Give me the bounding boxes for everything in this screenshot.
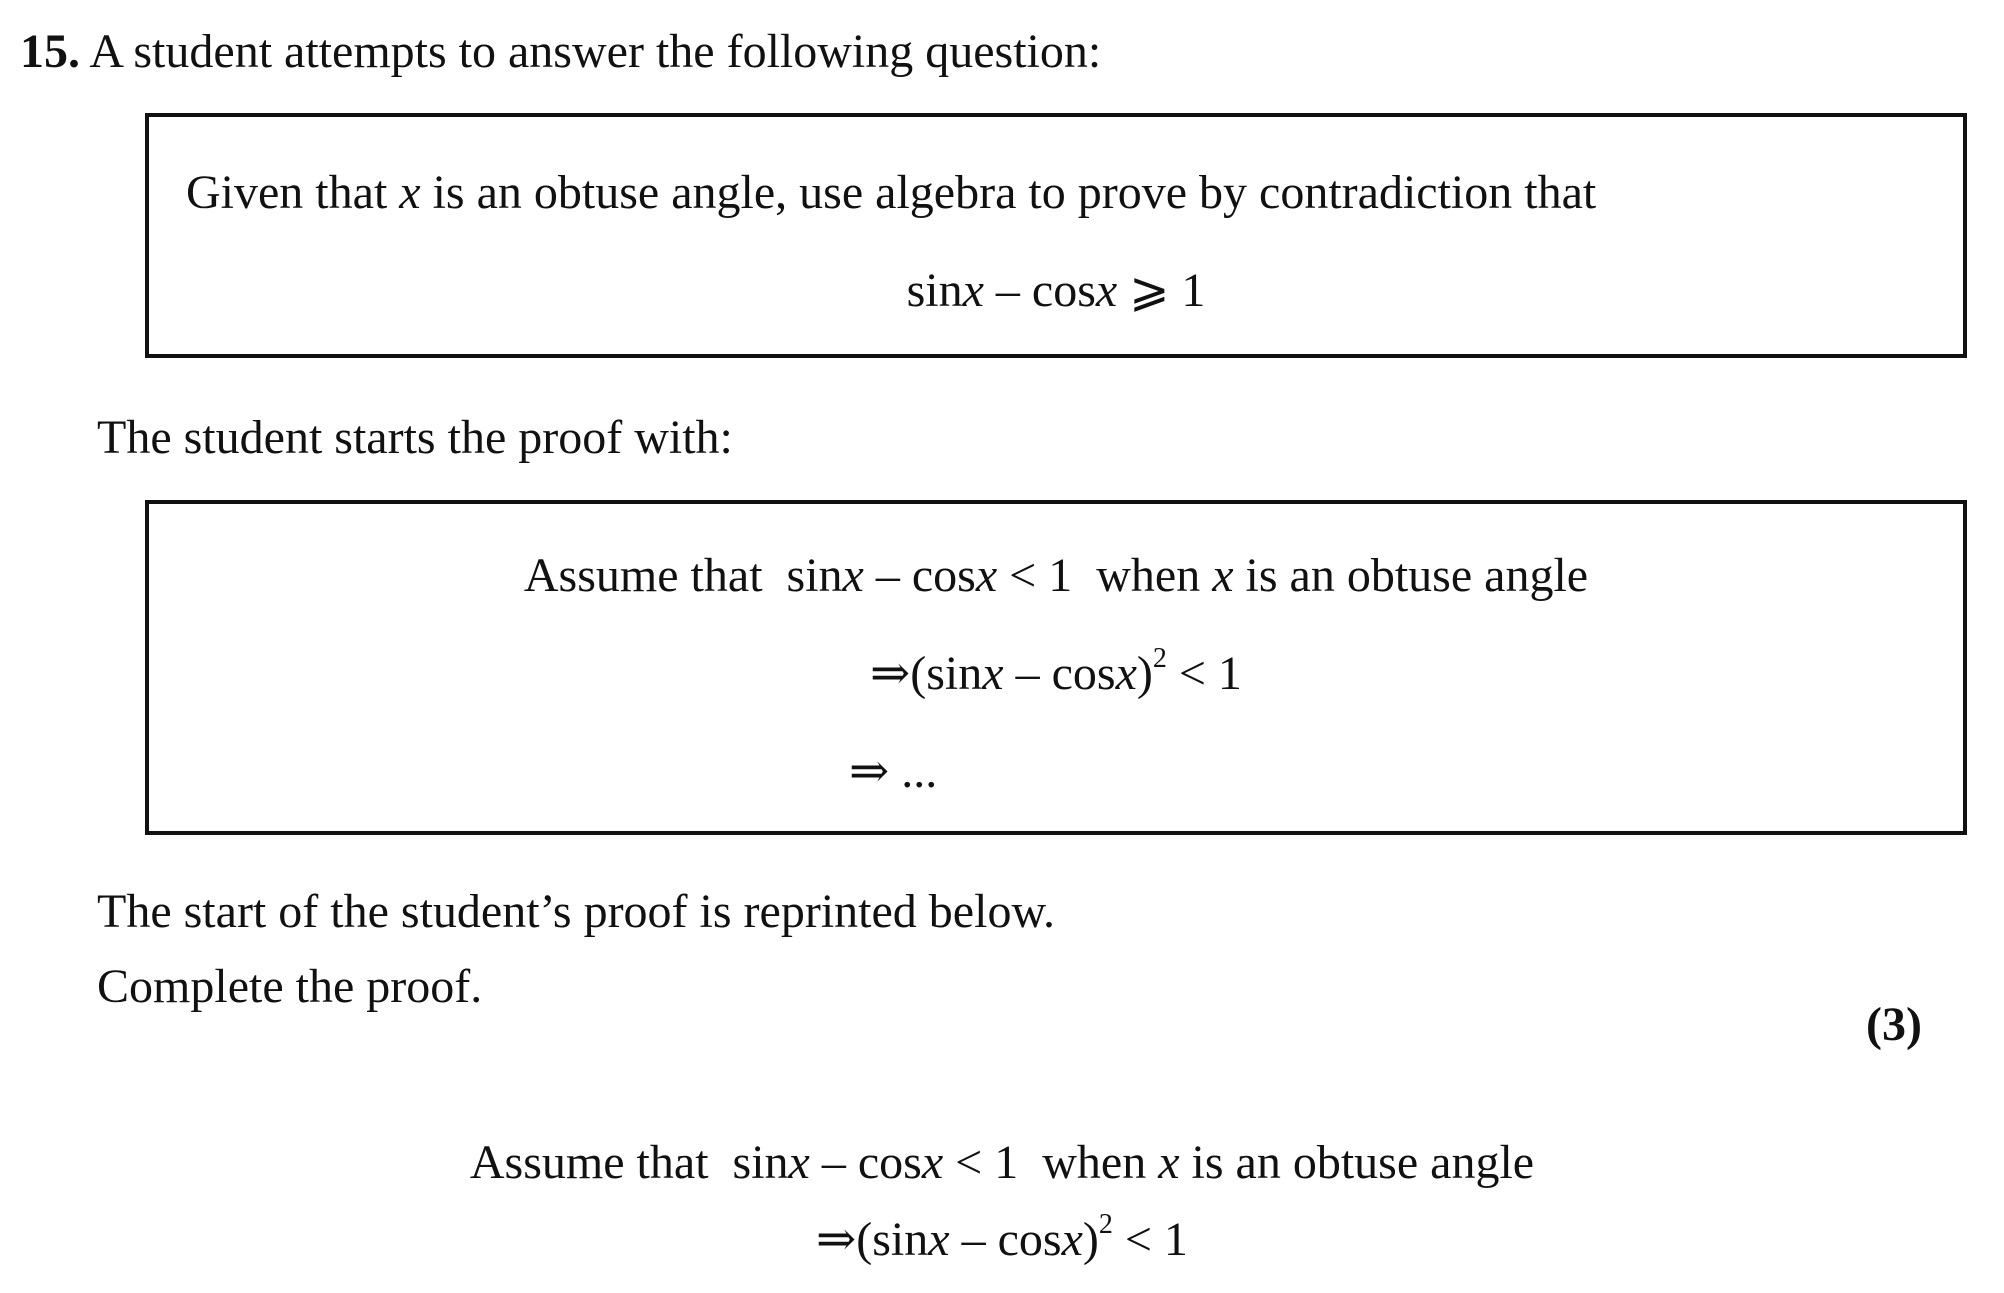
- proof-step1-close: ): [1136, 647, 1153, 700]
- statement-x2: x: [1095, 264, 1118, 317]
- reprint-step1-close: ): [1082, 1213, 1099, 1266]
- statement-sin: sin: [906, 264, 963, 317]
- proof-assume-sin: sin: [786, 549, 843, 602]
- proof-step1-minus: –: [1003, 647, 1052, 700]
- question-box-line1: [186, 163, 1596, 223]
- reprint-text: The start of the student’s proof is reprinted below.: [97, 885, 1055, 938]
- reprint-step1-relation: < 1: [1112, 1213, 1188, 1266]
- reprint-assume-tail: is an obtuse angle: [1179, 1136, 1535, 1189]
- proof-step1-open: (sin: [910, 647, 983, 700]
- statement-minus: –: [983, 264, 1032, 317]
- reprint-step1-x1: x: [928, 1213, 950, 1266]
- proof-step1: [149, 644, 1963, 704]
- question-box-text-b: is an obtuse angle, use algebra to prove by contradiction that: [420, 166, 1597, 219]
- question-intro: A student attempts to answer the following question:: [89, 25, 1102, 78]
- proof-assume-when-x: x: [1212, 549, 1234, 602]
- implies-icon: ⇒: [870, 647, 911, 700]
- reprint-assume-line: [0, 1133, 2004, 1193]
- proof-assume-prefix: Assume that: [523, 549, 763, 602]
- statement-cos: cos: [1031, 264, 1096, 317]
- proof-assume-cos: cos: [911, 549, 976, 602]
- statement-x1: x: [962, 264, 984, 317]
- reprint-step1-minus: –: [949, 1213, 998, 1266]
- reprint-assume-x2: x: [921, 1136, 944, 1189]
- reprint-assume-prefix: Assume that: [469, 1136, 709, 1189]
- reprint-step1-power: 2: [1098, 1209, 1113, 1240]
- student-start-label: The student starts the proof with:: [97, 411, 733, 464]
- reprint-assume-when-x: x: [1158, 1136, 1180, 1189]
- reprint-step1: [0, 1210, 2004, 1270]
- reprint-assume-cos: cos: [857, 1136, 922, 1189]
- proof-step1-power: 2: [1152, 643, 1167, 674]
- question-header: [20, 22, 1101, 82]
- reprint-assume-x1: x: [788, 1136, 810, 1189]
- question-box: [145, 113, 1967, 358]
- reprint-assume-sin: sin: [732, 1136, 789, 1189]
- proof-assume-x2: x: [975, 549, 998, 602]
- proof-step2: ⇒ ...: [849, 745, 938, 798]
- reprint-assume-relation: < 1: [943, 1136, 1019, 1189]
- instruction-text: Complete the proof.: [97, 960, 483, 1013]
- reprint-step1-x2: x: [1061, 1213, 1083, 1266]
- proof-step1-cos: cos: [1051, 647, 1116, 700]
- marks-badge: (3): [1866, 998, 1922, 1051]
- reprint-step1-cos: cos: [997, 1213, 1062, 1266]
- proof-assume-tail: is an obtuse angle: [1233, 549, 1589, 602]
- proof-assume-line: [149, 546, 1963, 606]
- proof-step1-x1: x: [982, 647, 1004, 700]
- question-statement: [149, 261, 1963, 321]
- reprint-assume-when: when: [1042, 1136, 1159, 1189]
- proof-box: [145, 500, 1967, 835]
- proof-assume-minus: –: [863, 549, 912, 602]
- question-number: 15.: [20, 25, 80, 78]
- reprint-implies-icon: ⇒: [816, 1213, 857, 1266]
- reprint-assume-minus: –: [809, 1136, 858, 1189]
- proof-assume-relation: < 1: [997, 549, 1073, 602]
- question-box-var-x: x: [399, 166, 421, 219]
- question-box-text-a: Given that: [186, 166, 400, 219]
- proof-assume-when: when: [1096, 549, 1213, 602]
- statement-relation: ⩾ 1: [1117, 264, 1206, 317]
- proof-assume-x1: x: [842, 549, 864, 602]
- proof-step1-x2: x: [1115, 647, 1137, 700]
- proof-step1-relation: < 1: [1166, 647, 1242, 700]
- reprint-step1-open: (sin: [856, 1213, 929, 1266]
